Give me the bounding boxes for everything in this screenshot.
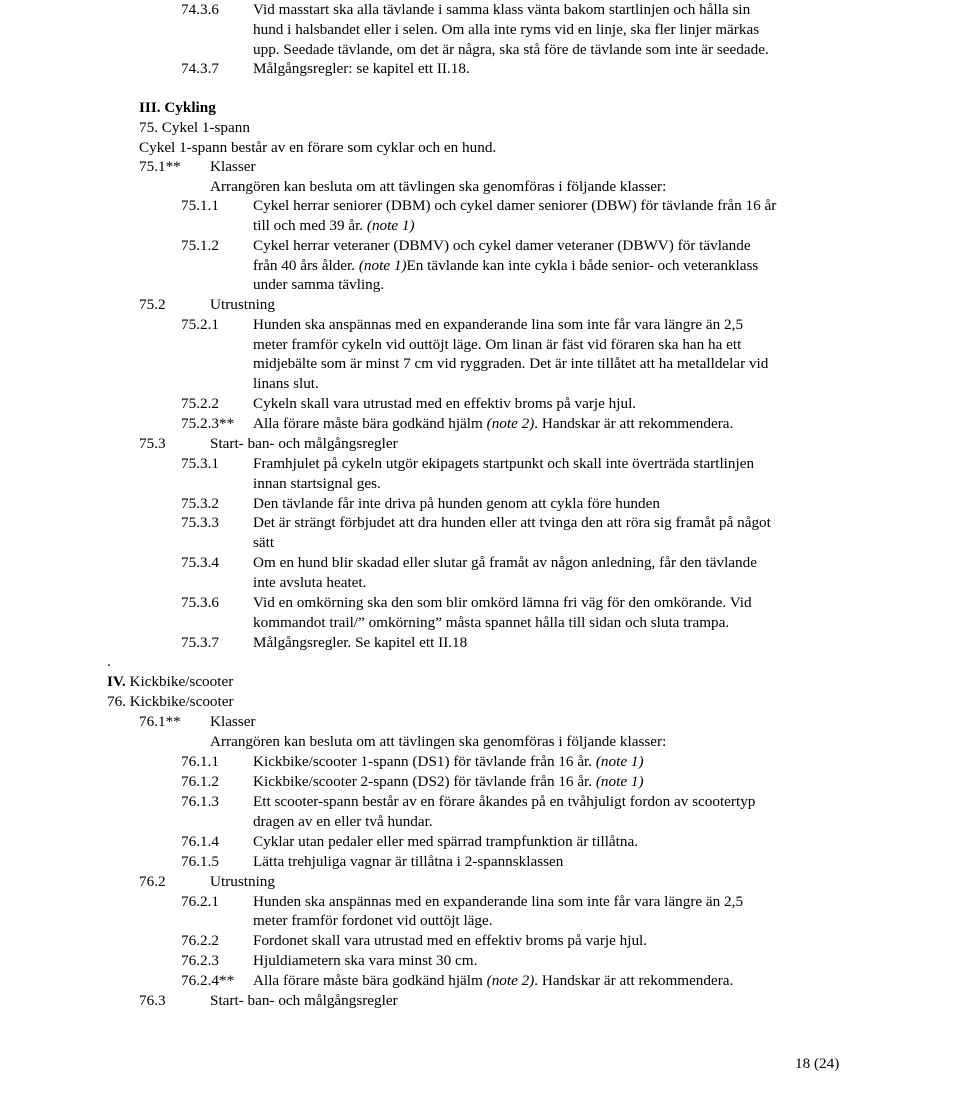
paragraph-line: Arrangören kan besluta om att tävlingen ska genomföras i följande klasser: <box>210 178 667 195</box>
section-number: 74.3.6 <box>181 1 219 18</box>
paragraph-line: Fordonet skall vara utrustad med en effektiv broms på varje hjul. <box>253 932 648 949</box>
paragraph-line: Lätta trehjuliga vagnar är tillåtna i 2-spannsklassen <box>253 853 564 870</box>
subsection-heading: Utrustning <box>210 296 275 313</box>
subsection-heading: Klasser <box>210 713 256 730</box>
paragraph-line: midjebälte som är minst 7 cm vid ryggraden. Det är inte tillåtet att ha metalldelar vid <box>253 355 769 372</box>
paragraph-line: linans slut. <box>253 375 319 392</box>
section-number: 75.2.3** <box>181 415 235 432</box>
chapter-heading: III. Cykling <box>139 99 216 116</box>
section-number: 75.3.2 <box>181 495 219 512</box>
section-number: 76.2.3 <box>181 952 219 969</box>
note-reference: (note 2) <box>486 415 535 432</box>
paragraph-line: meter framför fordonet vid outtöjt läge. <box>253 912 493 929</box>
section-number: 76.1.1 <box>181 753 219 770</box>
section-number: 75.3.4 <box>181 554 219 571</box>
paragraph-line: hund i halsbandet eller i selen. Om alla inte ryms vid en linje, ska fler linjer märkas <box>253 21 760 38</box>
paragraph-line: Cykel herrar seniorer (DBM) och cykel damer seniorer (DBW) för tävlande från 16 år <box>253 197 777 214</box>
section-number: 75.3.7 <box>181 634 219 651</box>
section-number: 74.3.7 <box>181 60 219 77</box>
section-number: 76.2 <box>139 873 166 890</box>
paragraph-line: Kickbike/scooter 1-spann (DS1) för tävlande från 16 år. (note 1) <box>253 753 644 770</box>
section-number: 76.2.1 <box>181 893 219 910</box>
paragraph-line: Vid masstart ska alla tävlande i samma klass vänta bakom startlinjen och hålla sin <box>253 1 751 18</box>
section-number: 76.2.4** <box>181 972 235 989</box>
note-reference: (note 1) <box>595 753 644 770</box>
section-heading: 76. Kickbike/scooter <box>107 693 234 710</box>
subsection-heading: Utrustning <box>210 873 275 890</box>
section-number: 75.2.1 <box>181 316 219 333</box>
note-reference: (note 2) <box>486 972 535 989</box>
paragraph-line: kommandot trail/” omkörning” måsta spannet hålla till sidan och sluta trampa. <box>253 614 730 631</box>
paragraph-line: sätt <box>253 534 275 551</box>
paragraph-line: Kickbike/scooter 2-spann (DS2) för tävlande från 16 år. (note 1) <box>253 773 644 790</box>
section-number: 75.3.1 <box>181 455 219 472</box>
section-number: 76.1.2 <box>181 773 219 790</box>
section-number: 75.3 <box>139 435 166 452</box>
subsection-heading: Start- ban- och målgångsregler <box>210 992 398 1009</box>
paragraph-line: upp. Seedade tävlande, om det är några, ska stå före de tävlande som inte är seedade. <box>253 41 769 58</box>
paragraph-line: till och med 39 år. (note 1) <box>253 217 415 234</box>
section-number: 75.2 <box>139 296 166 313</box>
section-number: 75.3.3 <box>181 514 219 531</box>
paragraph-line: inte avsluta heatet. <box>253 574 367 591</box>
note-reference: (note 1) <box>366 217 415 234</box>
paragraph-line: från 40 års ålder. (note 1)En tävlande kan inte cykla i både senior- och veteranklass <box>253 257 759 274</box>
paragraph-line: Framhjulet på cykeln utgör ekipagets startpunkt och skall inte överträda startlinjen <box>253 455 755 472</box>
paragraph-line: Arrangören kan besluta om att tävlingen ska genomföras i följande klasser: <box>210 733 667 750</box>
paragraph-line: Målgångsregler. Se kapitel ett II.18 <box>253 634 468 651</box>
note-reference: (note 1) <box>358 257 407 274</box>
section-number: 75.2.2 <box>181 395 219 412</box>
paragraph-line: Hjuldiametern ska vara minst 30 cm. <box>253 952 478 969</box>
section-number: 75.1.2 <box>181 237 219 254</box>
paragraph-line: Den tävlande får inte driva på hunden genom att cykla före hunden <box>253 495 660 512</box>
paragraph-line: under samma tävling. <box>253 276 385 293</box>
paragraph-line: Ett scooter-spann består av en förare åkandes på en tvåhjuligt fordon av scootertyp <box>253 793 756 810</box>
paragraph-line: Hunden ska anspännas med en expanderande lina som inte får vara längre än 2,5 <box>253 893 744 910</box>
paragraph-line: meter framför cykeln vid outtöjt läge. Om linan är fäst vid föraren ska han ha ett <box>253 336 742 353</box>
section-number: 76.1.3 <box>181 793 219 810</box>
paragraph-line: Cykeln skall vara utrustad med en effektiv broms på varje hjul. <box>253 395 637 412</box>
paragraph-line: Hunden ska anspännas med en expanderande lina som inte får vara längre än 2,5 <box>253 316 744 333</box>
paragraph-line: Vid en omkörning ska den som blir omkörd lämna fri väg för den omkörande. Vid <box>253 594 752 611</box>
note-reference: (note 1) <box>595 773 644 790</box>
section-heading: 75. Cykel 1-spann <box>139 119 250 136</box>
chapter-heading: IV. Kickbike/scooter <box>107 673 234 690</box>
paragraph-line: Alla förare måste bära godkänd hjälm (note 2). Handskar är att rekommendera. <box>253 415 734 432</box>
subsection-heading: Start- ban- och målgångsregler <box>210 435 398 452</box>
paragraph-line: Det är strängt förbjudet att dra hunden eller att tvinga den att röra sig framåt på något <box>253 514 771 531</box>
paragraph-line: innan startsignal ges. <box>253 475 381 492</box>
subsection-heading: Klasser <box>210 158 256 175</box>
section-number: 75.1** <box>139 158 181 175</box>
page-number: 18 (24) <box>795 1055 840 1072</box>
paragraph-line: Alla förare måste bära godkänd hjälm (note 2). Handskar är att rekommendera. <box>253 972 734 989</box>
section-number: 76.1.5 <box>181 853 219 870</box>
paragraph-line: . <box>107 653 111 670</box>
section-number: 75.1.1 <box>181 197 219 214</box>
paragraph-line: Cyklar utan pedaler eller med spärrad trampfunktion är tillåtna. <box>253 833 639 850</box>
section-number: 76.1** <box>139 713 181 730</box>
paragraph-line: Cykel 1-spann består av en förare som cyklar och en hund. <box>139 139 497 156</box>
paragraph-line: Målgångsregler: se kapitel ett II.18. <box>253 60 470 77</box>
section-number: 75.3.6 <box>181 594 219 611</box>
paragraph-line: Cykel herrar veteraner (DBMV) och cykel damer veteraner (DBWV) för tävlande <box>253 237 751 254</box>
section-number: 76.1.4 <box>181 833 219 850</box>
paragraph-line: Om en hund blir skadad eller slutar gå framåt av någon anledning, får den tävlande <box>253 554 757 571</box>
section-number: 76.2.2 <box>181 932 219 949</box>
paragraph-line: dragen av en eller två hundar. <box>253 813 433 830</box>
section-number: 76.3 <box>139 992 166 1009</box>
